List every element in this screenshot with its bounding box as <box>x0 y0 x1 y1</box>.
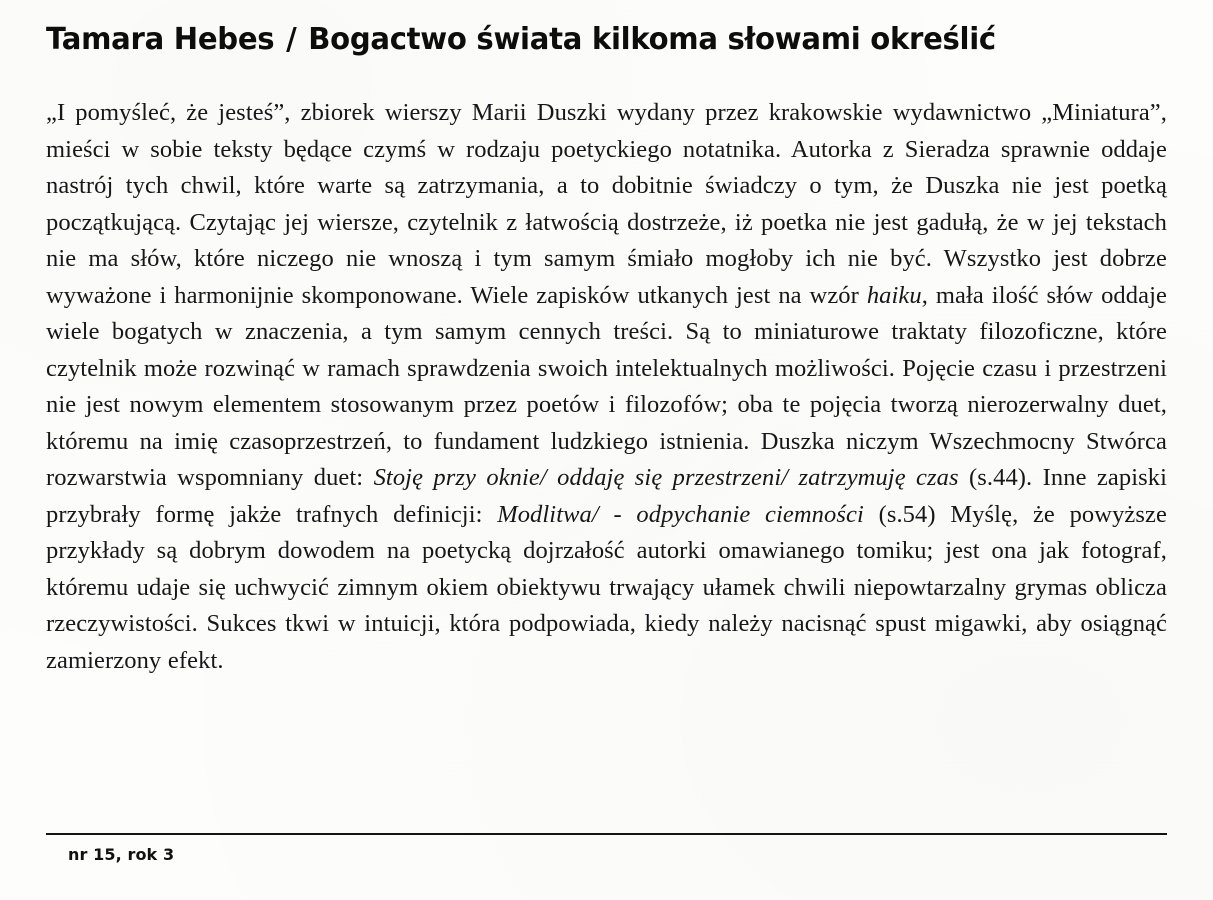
title-separator: / <box>286 22 297 57</box>
body-paragraph-part-1: „I pomyśleć, że jesteś”, zbiorek wierszy Marii Duszki wydany przez krakowskie wydawnictwo „Miniatura”, mieści w sobie teksty będące czymś w rodzaju poetyckiego notatnika. Autorka z Sieradza sprawnie oddaje nastrój tych chwil, które warte są zatrzymania, a to dobitnie świadczy o tym, że Duszka nie jest poetką początkującą. Czytając jej wiersze, czytelnik z łatwością dostrzeże, iż poetka nie jest gadułą, że w jej tekstach nie ma słów, które niczego nie wnoszą i tym samym śmiało mogłoby ich nie być. Wszystko jest dobrze wyważone i harmonijnie skomponowane. Wiele zapisków utkanych jest na wzór <box>46 99 1167 309</box>
footer-issue-label: nr 15, rok 3 <box>68 845 175 864</box>
body-paragraph-part-3: (s.44). Inne zapiski przybrały formę jakże trafnych definicji: <box>46 464 1168 528</box>
footer-divider <box>46 833 1167 835</box>
page-title <box>46 0 1133 57</box>
article-title: Bogactwo świata kilkoma słowami określić <box>308 22 996 57</box>
body-paragraph-part-2: , mała ilość słów oddaje wiele bogatych w znaczenia, a tym samym cennych treści. Są to miniaturowe traktaty filozoficzne, które czytelnik może rozwinąć w ramach sprawdzenia swoich intelektualnych możliwości. Pojęcie czasu i przestrzeni nie jest nowym elementem stosowanym przez poetów i filozofów; oba te pojęcia tworzą nierozerwalny duet, któremu na imię czasoprzestrzeń, to fundament ludzkiego istnienia. Duszka niczym Wszechmocny Stwórca rozwarstwia wspomniany duet: <box>46 281 1167 491</box>
article-author: Tamara Hebes <box>46 22 275 57</box>
body-paragraph-part-4: (s.54) Myślę, że powyższe przykłady są dobrym dowodem na poetycką dojrzałość autorki omawianego tomiku; jest ona jak fotograf, któremu udaje się uchwycić zimnym okiem obiektywu trwający ułamek chwili niepowtarzalny grymas oblicza rzeczywistości. Sukces tkwi w intuicji, która podpowiada, kiedy należy nacisnąć spust migawki, aby osiągnąć zamierzony efekt. <box>46 500 1167 674</box>
article-body <box>46 57 1167 679</box>
body-italic-haiku: haiku <box>866 281 922 309</box>
body-italic-quote-1: Stoję przy oknie/ oddaję się przestrzeni/ zatrzymuję czas <box>373 464 959 491</box>
body-italic-quote-2: Modlitwa/ - odpychanie ciemności <box>497 500 864 528</box>
